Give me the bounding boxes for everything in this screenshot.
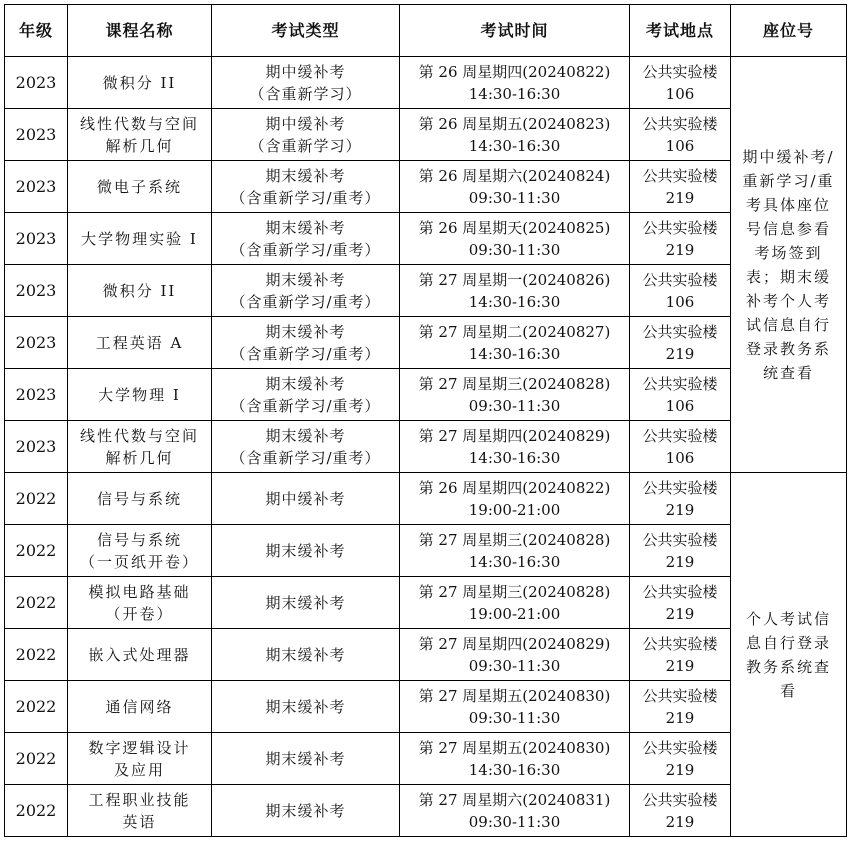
exam-place-cell (630, 265, 731, 317)
seat-note-cell-line: 教务系统查 (745, 657, 831, 676)
course-name-cell (68, 369, 212, 421)
exam-place-cell-line: 公共实验楼 (642, 114, 718, 133)
exam-place-cell (630, 213, 731, 265)
grade-cell: 2023 (5, 369, 68, 421)
seat-note-cell-line: 登录教务系 (745, 339, 831, 358)
table-row (5, 421, 847, 473)
course-name-cell-line: 英语 (122, 812, 157, 831)
exam-time-cell-line: 第 26 周星期四(20240822) (418, 62, 611, 81)
grade-cell: 2022 (5, 525, 68, 577)
exam-place-cell (630, 577, 731, 629)
exam-place-cell-line: 公共实验楼 (642, 270, 718, 289)
exam-place-cell (630, 161, 731, 213)
exam-place-cell (630, 421, 731, 473)
exam-time-cell-line: 09:30-11:30 (468, 240, 561, 259)
course-name-cell-line: 解析几何 (105, 136, 174, 155)
table-body (5, 57, 847, 837)
exam-type-cell (212, 369, 400, 421)
exam-time-cell-line: 第 27 周星期一(20240826) (418, 270, 611, 289)
exam-place-cell (630, 525, 731, 577)
exam-type-cell-line: 期末缓补考 (265, 593, 346, 612)
exam-time-cell-line: 09:30-11:30 (468, 708, 561, 727)
grade-cell: 2022 (5, 785, 68, 837)
course-name-cell-line: 工程英语 A (95, 333, 184, 352)
exam-place-cell-line: 106 (665, 292, 695, 311)
exam-type-cell-line: （含重新学习/重考） (230, 292, 381, 311)
exam-time-cell (400, 421, 630, 473)
exam-place-cell-line: 106 (665, 448, 695, 467)
exam-place-cell-line: 公共实验楼 (642, 218, 718, 237)
exam-time-cell-line: 第 27 周星期二(20240827) (418, 322, 611, 341)
exam-place-cell-line: 219 (665, 604, 695, 623)
exam-type-cell-line: 期末缓补考 (265, 166, 346, 185)
grade-cell: 2023 (5, 213, 68, 265)
exam-time-cell-line: 19:00-21:00 (468, 500, 561, 519)
exam-time-cell (400, 317, 630, 369)
exam-type-cell (212, 577, 400, 629)
exam-place-cell-line: 公共实验楼 (642, 582, 718, 601)
exam-place-cell (630, 629, 731, 681)
exam-place-cell-line: 公共实验楼 (642, 322, 718, 341)
exam-place-cell-line: 106 (665, 396, 695, 415)
header-grade: 年级 (5, 5, 68, 57)
table-row (5, 317, 847, 369)
exam-time-cell (400, 369, 630, 421)
exam-place-cell-line: 219 (665, 500, 695, 519)
exam-type-cell (212, 317, 400, 369)
header-course-name: 课程名称 (68, 5, 212, 57)
exam-place-cell (630, 369, 731, 421)
exam-type-cell-line: （含重新学习/重考） (230, 240, 381, 259)
exam-type-cell-line: 期末缓补考 (265, 541, 346, 560)
header-seat-number: 座位号 (731, 5, 847, 57)
seat-note-cell-line: 表；期末缓 (745, 267, 831, 286)
table-row (5, 161, 847, 213)
exam-type-cell (212, 629, 400, 681)
grade-cell: 2022 (5, 681, 68, 733)
course-name-cell (68, 681, 212, 733)
course-name-cell-line: （开卷） (105, 604, 174, 623)
exam-time-cell (400, 213, 630, 265)
exam-time-cell-line: 14:30-16:30 (468, 448, 561, 467)
exam-place-cell-line: 公共实验楼 (642, 530, 718, 549)
table-row (5, 681, 847, 733)
exam-type-cell (212, 421, 400, 473)
exam-type-cell-line: 期中缓补考 (265, 114, 346, 133)
course-name-cell-line: 数字逻辑设计 (88, 738, 191, 757)
exam-time-cell (400, 57, 630, 109)
grade-cell: 2022 (5, 577, 68, 629)
table-row (5, 265, 847, 317)
exam-type-cell (212, 109, 400, 161)
exam-time-cell-line: 第 27 周星期三(20240828) (418, 530, 611, 549)
exam-place-cell-line: 106 (665, 136, 695, 155)
header-row (5, 5, 847, 57)
exam-type-cell-line: （含重新学习） (249, 136, 362, 155)
exam-time-cell (400, 109, 630, 161)
seat-note-cell-line: 考具体座位 (745, 195, 831, 214)
grade-cell: 2023 (5, 109, 68, 161)
course-name-cell-line: 模拟电路基础 (88, 582, 191, 601)
course-name-cell (68, 577, 212, 629)
table-row (5, 213, 847, 265)
exam-type-cell-line: 期末缓补考 (265, 322, 346, 341)
exam-type-cell-line: 期中缓补考 (265, 62, 346, 81)
exam-time-cell (400, 733, 630, 785)
exam-place-cell-line: 219 (665, 708, 695, 727)
exam-type-cell-line: 期末缓补考 (265, 697, 346, 716)
course-name-cell (68, 525, 212, 577)
exam-type-cell (212, 525, 400, 577)
seat-note-cell-line: 考场签到 (754, 243, 823, 262)
table-row (5, 785, 847, 837)
exam-place-cell-line: 公共实验楼 (642, 374, 718, 393)
course-name-cell-line: 解析几何 (105, 448, 174, 467)
exam-place-cell-line: 公共实验楼 (642, 166, 718, 185)
header-exam-type: 考试类型 (212, 5, 400, 57)
exam-type-cell-line: （含重新学习/重考） (230, 188, 381, 207)
table-row (5, 577, 847, 629)
course-name-cell (68, 629, 212, 681)
exam-time-cell-line: 第 27 周星期三(20240828) (418, 582, 611, 601)
exam-place-cell-line: 219 (665, 552, 695, 571)
course-name-cell (68, 473, 212, 525)
exam-time-cell (400, 265, 630, 317)
exam-time-cell-line: 第 26 周星期四(20240822) (418, 478, 611, 497)
course-name-cell-line: 及应用 (113, 760, 165, 779)
exam-type-cell (212, 265, 400, 317)
seat-note-cell-line: 补考个人考 (745, 291, 831, 310)
header-exam-time: 考试时间 (400, 5, 630, 57)
exam-place-cell (630, 57, 731, 109)
exam-place-cell (630, 317, 731, 369)
course-name-cell (68, 265, 212, 317)
exam-time-cell-line: 09:30-11:30 (468, 188, 561, 207)
grade-cell: 2023 (5, 265, 68, 317)
exam-place-cell-line: 106 (665, 84, 695, 103)
seat-note-cell (731, 473, 847, 837)
exam-type-cell-line: （含重新学习/重考） (230, 396, 381, 415)
course-name-cell-line: 线性代数与空间 (79, 114, 199, 133)
course-name-cell-line: 微积分 II (102, 281, 177, 300)
exam-place-cell-line: 公共实验楼 (642, 62, 718, 81)
exam-time-cell-line: 第 27 周星期六(20240831) (418, 790, 611, 809)
exam-type-cell (212, 733, 400, 785)
exam-place-cell (630, 733, 731, 785)
exam-type-cell-line: 期末缓补考 (265, 426, 346, 445)
exam-time-cell-line: 14:30-16:30 (468, 344, 561, 363)
exam-place-cell-line: 219 (665, 344, 695, 363)
exam-time-cell (400, 577, 630, 629)
exam-place-cell-line: 公共实验楼 (642, 478, 718, 497)
exam-type-cell-line: 期末缓补考 (265, 270, 346, 289)
exam-type-cell-line: （含重新学习/重考） (230, 448, 381, 467)
table-row (5, 733, 847, 785)
exam-time-cell-line: 14:30-16:30 (468, 552, 561, 571)
exam-time-cell-line: 14:30-16:30 (468, 136, 561, 155)
exam-schedule-table (4, 4, 847, 837)
seat-note-cell-line: 重新学习/重 (742, 171, 835, 190)
seat-note-cell (731, 57, 847, 473)
exam-type-cell-line: 期中缓补考 (265, 489, 346, 508)
exam-time-cell (400, 525, 630, 577)
exam-time-cell-line: 14:30-16:30 (468, 292, 561, 311)
header-exam-place: 考试地点 (630, 5, 731, 57)
exam-time-cell-line: 14:30-16:30 (468, 84, 561, 103)
exam-time-cell-line: 第 27 周星期四(20240829) (418, 426, 611, 445)
exam-type-cell-line: （含重新学习/重考） (230, 344, 381, 363)
exam-time-cell-line: 第 26 周星期天(20240825) (418, 218, 611, 237)
exam-place-cell-line: 219 (665, 188, 695, 207)
seat-note-cell-line: 统查看 (762, 363, 814, 382)
exam-type-cell (212, 681, 400, 733)
exam-place-cell-line: 219 (665, 656, 695, 675)
seat-note-cell-line: 号信息参看 (745, 219, 831, 238)
grade-cell: 2023 (5, 317, 68, 369)
exam-time-cell-line: 09:30-11:30 (468, 656, 561, 675)
course-name-cell (68, 213, 212, 265)
exam-time-cell-line: 19:00-21:00 (468, 604, 561, 623)
exam-time-cell-line: 第 26 周星期六(20240824) (418, 166, 611, 185)
exam-place-cell-line: 公共实验楼 (642, 790, 718, 809)
table-row (5, 369, 847, 421)
seat-note-cell-line: 试信息自行 (745, 315, 831, 334)
exam-time-cell-line: 09:30-11:30 (468, 396, 561, 415)
exam-place-cell (630, 109, 731, 161)
course-name-cell-line: （一页纸开卷） (79, 552, 199, 571)
course-name-cell-line: 信号与系统 (96, 489, 182, 508)
exam-type-cell (212, 785, 400, 837)
exam-place-cell-line: 公共实验楼 (642, 738, 718, 757)
exam-place-cell (630, 681, 731, 733)
course-name-cell (68, 109, 212, 161)
exam-type-cell (212, 473, 400, 525)
exam-time-cell-line: 第 27 周星期五(20240830) (418, 686, 611, 705)
exam-place-cell-line: 公共实验楼 (642, 426, 718, 445)
table-row (5, 473, 847, 525)
exam-place-cell-line: 219 (665, 812, 695, 831)
exam-time-cell-line: 第 27 周星期五(20240830) (418, 738, 611, 757)
course-name-cell (68, 785, 212, 837)
course-name-cell (68, 421, 212, 473)
exam-type-cell-line: 期末缓补考 (265, 645, 346, 664)
course-name-cell (68, 161, 212, 213)
course-name-cell (68, 317, 212, 369)
course-name-cell-line: 大学物理实验 I (81, 229, 198, 248)
exam-time-cell-line: 第 27 周星期四(20240829) (418, 634, 611, 653)
exam-time-cell-line: 第 26 周星期五(20240823) (418, 114, 611, 133)
course-name-cell-line: 信号与系统 (96, 530, 182, 549)
exam-type-cell-line: 期末缓补考 (265, 218, 346, 237)
exam-time-cell-line: 14:30-16:30 (468, 760, 561, 779)
course-name-cell-line: 大学物理 I (98, 385, 181, 404)
course-name-cell-line: 工程职业技能 (88, 790, 191, 809)
exam-place-cell-line: 公共实验楼 (642, 686, 718, 705)
course-name-cell-line: 微积分 II (102, 73, 177, 92)
exam-place-cell-line: 公共实验楼 (642, 634, 718, 653)
table-row (5, 629, 847, 681)
exam-type-cell-line: （含重新学习） (249, 84, 362, 103)
grade-cell: 2023 (5, 57, 68, 109)
exam-time-cell (400, 161, 630, 213)
exam-type-cell-line: 期末缓补考 (265, 801, 346, 820)
exam-time-cell-line: 09:30-11:30 (468, 812, 561, 831)
exam-time-cell (400, 785, 630, 837)
exam-place-cell (630, 785, 731, 837)
grade-cell: 2022 (5, 733, 68, 785)
exam-type-cell-line: 期末缓补考 (265, 374, 346, 393)
table-row (5, 109, 847, 161)
exam-type-cell (212, 161, 400, 213)
exam-type-cell-line: 期末缓补考 (265, 749, 346, 768)
exam-type-cell (212, 57, 400, 109)
course-name-cell-line: 嵌入式处理器 (88, 645, 191, 664)
exam-time-cell (400, 629, 630, 681)
course-name-cell-line: 微电子系统 (96, 177, 182, 196)
course-name-cell (68, 57, 212, 109)
exam-time-cell (400, 681, 630, 733)
exam-type-cell (212, 213, 400, 265)
exam-place-cell-line: 219 (665, 240, 695, 259)
exam-place-cell (630, 473, 731, 525)
table-row (5, 57, 847, 109)
course-name-cell (68, 733, 212, 785)
grade-cell: 2022 (5, 473, 68, 525)
seat-note-cell-line: 看 (779, 681, 797, 700)
seat-note-cell-line: 息自行登录 (745, 633, 831, 652)
exam-time-cell (400, 473, 630, 525)
seat-note-cell-line: 期中缓补考/ (742, 147, 835, 166)
seat-note-cell-line: 个人考试信 (745, 609, 831, 628)
grade-cell: 2023 (5, 421, 68, 473)
table-row (5, 525, 847, 577)
course-name-cell-line: 通信网络 (105, 697, 174, 716)
exam-time-cell-line: 第 27 周星期三(20240828) (418, 374, 611, 393)
course-name-cell-line: 线性代数与空间 (79, 426, 199, 445)
grade-cell: 2023 (5, 161, 68, 213)
exam-place-cell-line: 219 (665, 760, 695, 779)
grade-cell: 2022 (5, 629, 68, 681)
